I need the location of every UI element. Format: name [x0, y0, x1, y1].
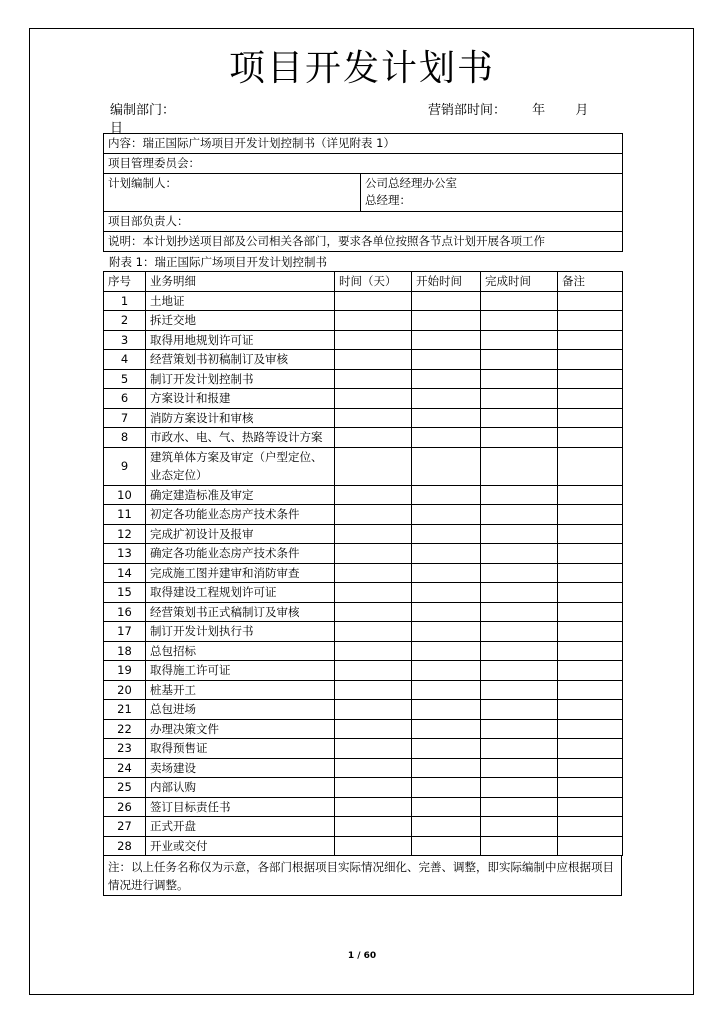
row-item: 取得建设工程规划许可证	[146, 583, 335, 603]
row-days	[335, 797, 412, 817]
row-start	[412, 291, 481, 311]
row-seq: 5	[104, 369, 146, 389]
row-seq: 24	[104, 758, 146, 778]
row-remark	[558, 661, 623, 681]
row-start	[412, 641, 481, 661]
row-start	[412, 369, 481, 389]
row-item: 卖场建设	[146, 758, 335, 778]
row-seq: 23	[104, 739, 146, 759]
row-seq: 4	[104, 350, 146, 370]
row-start	[412, 505, 481, 525]
row-days	[335, 602, 412, 622]
row-remark	[558, 680, 623, 700]
row-end	[481, 836, 558, 856]
row-days	[335, 719, 412, 739]
row-start	[412, 563, 481, 583]
row-seq: 18	[104, 641, 146, 661]
row-seq: 22	[104, 719, 146, 739]
day-label: 日	[110, 121, 124, 136]
row-item: 确定建造标准及审定	[146, 485, 335, 505]
marketing-time-label: 营销部时间：	[428, 103, 507, 118]
row-start	[412, 758, 481, 778]
row-seq: 25	[104, 778, 146, 798]
row-seq: 11	[104, 505, 146, 525]
row-item: 取得施工许可证	[146, 661, 335, 681]
content-cell: 内容：瑞正国际广场项目开发计划控制书（详见附表 1）	[104, 134, 623, 154]
row-days	[335, 778, 412, 798]
month-label: 月	[575, 103, 589, 118]
row-days	[335, 485, 412, 505]
row-end	[481, 797, 558, 817]
row-item: 经营策划书初稿制订及审核	[146, 350, 335, 370]
row-remark	[558, 563, 623, 583]
row-end	[481, 622, 558, 642]
table-row	[104, 602, 623, 622]
row-days	[335, 447, 412, 485]
row-days	[335, 622, 412, 642]
row-item: 土地证	[146, 291, 335, 311]
row-days	[335, 428, 412, 448]
office-label: 公司总经理办公室	[365, 176, 457, 190]
row-seq: 3	[104, 330, 146, 350]
row-days	[335, 524, 412, 544]
row-item: 开业或交付	[146, 836, 335, 856]
row-item: 确定各功能业态房产技术条件	[146, 544, 335, 564]
row-end	[481, 719, 558, 739]
row-end	[481, 291, 558, 311]
table-row	[104, 485, 623, 505]
row-item: 办理决策文件	[146, 719, 335, 739]
row-item: 取得用地规划许可证	[146, 330, 335, 350]
row-start	[412, 408, 481, 428]
row-start	[412, 622, 481, 642]
row-seq: 14	[104, 563, 146, 583]
table-row	[104, 641, 623, 661]
table-row	[104, 622, 623, 642]
row-end	[481, 563, 558, 583]
row-end	[481, 408, 558, 428]
row-start	[412, 680, 481, 700]
row-remark	[558, 641, 623, 661]
row-item: 经营策划书正式稿制订及审核	[146, 602, 335, 622]
row-end	[481, 778, 558, 798]
row-start	[412, 389, 481, 409]
row-item: 市政水、电、气、热路等设计方案	[146, 428, 335, 448]
table-row	[104, 330, 623, 350]
row-seq: 21	[104, 700, 146, 720]
row-remark	[558, 447, 623, 485]
row-item: 完成施工图并建审和消防审查	[146, 563, 335, 583]
row-remark	[558, 836, 623, 856]
table-row	[104, 291, 623, 311]
table-row	[104, 836, 623, 856]
row-days	[335, 544, 412, 564]
row-days	[335, 408, 412, 428]
row-remark	[558, 330, 623, 350]
row-end	[481, 602, 558, 622]
table-row	[104, 524, 623, 544]
row-remark	[558, 505, 623, 525]
header-days: 时间（天）	[335, 272, 412, 292]
page-indicator: 1 / 60	[347, 951, 377, 961]
row-item: 完成扩初设计及报审	[146, 524, 335, 544]
row-start	[412, 428, 481, 448]
row-days	[335, 505, 412, 525]
row-days	[335, 641, 412, 661]
row-remark	[558, 291, 623, 311]
row-end	[481, 583, 558, 603]
row-remark	[558, 700, 623, 720]
row-item: 签订目标责任书	[146, 797, 335, 817]
row-seq: 28	[104, 836, 146, 856]
table-row	[104, 583, 623, 603]
row-start	[412, 311, 481, 331]
row-item: 初定各功能业态房产技术条件	[146, 505, 335, 525]
row-start	[412, 836, 481, 856]
row-remark	[558, 369, 623, 389]
row-end	[481, 700, 558, 720]
info-table	[103, 133, 623, 252]
row-days	[335, 369, 412, 389]
row-seq: 8	[104, 428, 146, 448]
row-item: 取得预售证	[146, 739, 335, 759]
row-start	[412, 817, 481, 837]
row-days	[335, 661, 412, 681]
row-end	[481, 447, 558, 485]
header-start: 开始时间	[412, 272, 481, 292]
row-seq: 16	[104, 602, 146, 622]
row-item: 内部认购	[146, 778, 335, 798]
row-remark	[558, 544, 623, 564]
row-remark	[558, 485, 623, 505]
row-seq: 10	[104, 485, 146, 505]
row-end	[481, 389, 558, 409]
table-row	[104, 544, 623, 564]
attachment-title: 附表 1：瑞正国际广场项目开发计划控制书	[109, 255, 327, 269]
row-seq: 17	[104, 622, 146, 642]
table-row	[104, 311, 623, 331]
row-days	[335, 583, 412, 603]
row-remark	[558, 622, 623, 642]
row-end	[481, 739, 558, 759]
row-days	[335, 350, 412, 370]
row-start	[412, 350, 481, 370]
row-start	[412, 797, 481, 817]
row-item: 桩基开工	[146, 680, 335, 700]
table-row	[104, 661, 623, 681]
row-remark	[558, 778, 623, 798]
row-start	[412, 330, 481, 350]
row-seq: 12	[104, 524, 146, 544]
row-end	[481, 758, 558, 778]
row-seq: 27	[104, 817, 146, 837]
row-start	[412, 583, 481, 603]
gm-label: 总经理：	[365, 193, 411, 207]
row-start	[412, 661, 481, 681]
row-remark	[558, 719, 623, 739]
table-header-row	[104, 272, 623, 292]
row-start	[412, 447, 481, 485]
row-days	[335, 836, 412, 856]
row-item: 方案设计和报建	[146, 389, 335, 409]
planner-cell: 计划编制人：	[104, 174, 361, 212]
row-days	[335, 680, 412, 700]
row-seq: 15	[104, 583, 146, 603]
table-row	[104, 389, 623, 409]
committee-cell: 项目管理委员会：	[104, 154, 623, 174]
row-seq: 20	[104, 680, 146, 700]
row-item: 制订开发计划控制书	[146, 369, 335, 389]
table-row	[104, 739, 623, 759]
row-remark	[558, 797, 623, 817]
dept-label: 编制部门：	[110, 103, 176, 118]
row-end	[481, 641, 558, 661]
row-end	[481, 428, 558, 448]
row-days	[335, 700, 412, 720]
row-end	[481, 330, 558, 350]
note-text: 注：以上任务名称仅为示意，各部门根据项目实际情况细化、完善、调整，即实际编制中应根据项目情况进行调整。	[103, 856, 622, 896]
row-days	[335, 291, 412, 311]
table-row	[104, 817, 623, 837]
table-row	[104, 700, 623, 720]
row-remark	[558, 311, 623, 331]
row-seq: 13	[104, 544, 146, 564]
table-row	[104, 447, 623, 485]
row-end	[481, 680, 558, 700]
table-row	[104, 797, 623, 817]
row-end	[481, 485, 558, 505]
row-item: 建筑单体方案及审定（户型定位、业态定位）	[146, 447, 335, 485]
row-seq: 7	[104, 408, 146, 428]
row-seq: 9	[104, 447, 146, 485]
row-remark	[558, 428, 623, 448]
marketing-time-line	[428, 99, 588, 118]
table-row	[104, 428, 623, 448]
row-end	[481, 544, 558, 564]
row-start	[412, 602, 481, 622]
row-end	[481, 661, 558, 681]
document-title: 项目开发计划书	[228, 48, 495, 89]
row-days	[335, 739, 412, 759]
row-remark	[558, 583, 623, 603]
row-days	[335, 758, 412, 778]
row-item: 消防方案设计和审核	[146, 408, 335, 428]
row-remark	[558, 408, 623, 428]
table-row	[104, 758, 623, 778]
office-cell	[361, 174, 623, 212]
row-end	[481, 524, 558, 544]
row-item: 总包进场	[146, 700, 335, 720]
row-start	[412, 700, 481, 720]
header-item: 业务明细	[146, 272, 335, 292]
explain-cell: 说明：本计划抄送项目部及公司相关各部门，要求各单位按照各节点计划开展各项工作	[104, 232, 623, 252]
row-days	[335, 389, 412, 409]
row-seq: 2	[104, 311, 146, 331]
row-item: 总包招标	[146, 641, 335, 661]
plan-table	[103, 271, 623, 856]
row-end	[481, 311, 558, 331]
row-start	[412, 544, 481, 564]
row-end	[481, 350, 558, 370]
table-row	[104, 408, 623, 428]
row-remark	[558, 350, 623, 370]
row-item: 拆迁交地	[146, 311, 335, 331]
row-seq: 6	[104, 389, 146, 409]
header-remark: 备注	[558, 272, 623, 292]
row-remark	[558, 758, 623, 778]
year-label: 年	[532, 103, 546, 118]
row-remark	[558, 389, 623, 409]
row-remark	[558, 817, 623, 837]
row-end	[481, 369, 558, 389]
row-seq: 26	[104, 797, 146, 817]
row-remark	[558, 602, 623, 622]
row-item: 制订开发计划执行书	[146, 622, 335, 642]
row-remark	[558, 524, 623, 544]
header-seq: 序号	[104, 272, 146, 292]
header-end: 完成时间	[481, 272, 558, 292]
row-days	[335, 311, 412, 331]
row-start	[412, 524, 481, 544]
pm-cell: 项目部负责人：	[104, 212, 623, 232]
row-days	[335, 563, 412, 583]
row-days	[335, 817, 412, 837]
row-start	[412, 739, 481, 759]
table-row	[104, 563, 623, 583]
row-seq: 19	[104, 661, 146, 681]
row-end	[481, 505, 558, 525]
row-start	[412, 485, 481, 505]
row-start	[412, 778, 481, 798]
table-row	[104, 505, 623, 525]
row-seq: 1	[104, 291, 146, 311]
table-row	[104, 680, 623, 700]
table-row	[104, 778, 623, 798]
row-item: 正式开盘	[146, 817, 335, 837]
row-start	[412, 719, 481, 739]
table-row	[104, 369, 623, 389]
table-row	[104, 350, 623, 370]
row-end	[481, 817, 558, 837]
row-remark	[558, 739, 623, 759]
table-row	[104, 719, 623, 739]
row-days	[335, 330, 412, 350]
